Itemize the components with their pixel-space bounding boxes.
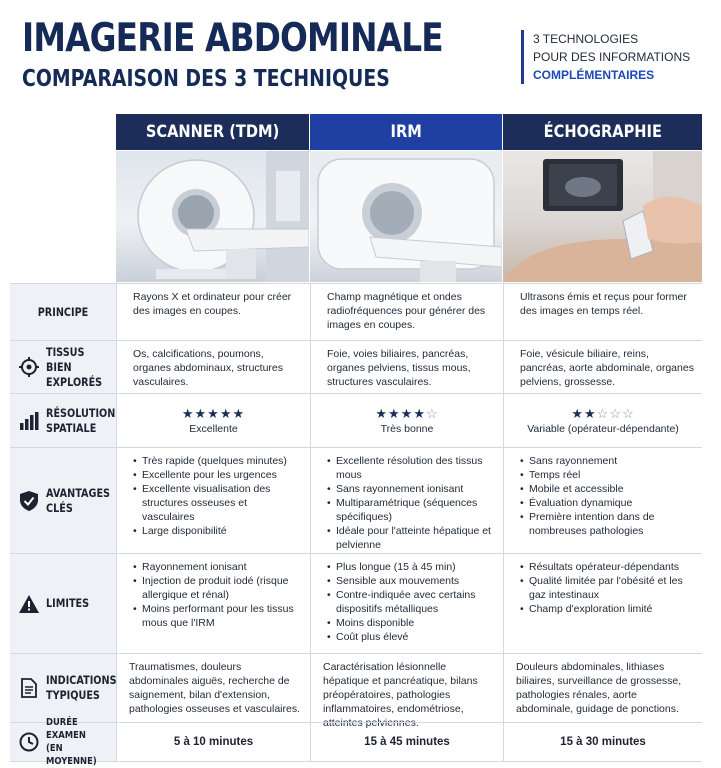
row-label-limites (10, 554, 116, 653)
page-title: IMAGERIE ABDOMINALE (22, 16, 443, 61)
row-label-principe (10, 284, 116, 340)
list-item: • Excellente pour les urgences (133, 468, 302, 482)
list-item: • Champ d'exploration limité (520, 602, 694, 616)
star-filled-icon: ★ (571, 405, 585, 421)
row-label-avantages (10, 448, 116, 553)
list-item: • Évaluation dynamique (520, 496, 694, 510)
star-rating (571, 406, 634, 422)
list-item: • Excellente visualisation des structures osseuses et vasculaires (133, 482, 302, 524)
column-header-label: ÉCHOGRAPHIE (543, 122, 662, 142)
row-label-text: INDICATIONS TYPIQUES (46, 673, 117, 702)
star-rating (182, 406, 245, 422)
limits-list (133, 560, 302, 630)
cell-limites-scanner (116, 554, 310, 653)
list-item: • Première intention dans de nombreuses pathologies (520, 510, 694, 538)
star-filled-icon: ★ (194, 405, 208, 421)
row-label-text: DURÉE EXAMEN (EN MOYENNE) (46, 717, 97, 767)
list-item: • Moins disponible (327, 616, 495, 630)
list-item: • Mobile et accessible (520, 482, 694, 496)
resolution-text: Excellente (189, 422, 238, 435)
row-label-text: AVANTAGES CLÉS (46, 485, 111, 515)
cell-duree-irm (310, 723, 503, 761)
star-filled-icon: ★ (181, 405, 195, 421)
star-filled-icon: ★ (219, 405, 233, 421)
list-item: • Sans rayonnement ionisant (327, 482, 495, 496)
cell-resolution-scanner (116, 394, 310, 447)
row-resolution (10, 393, 702, 447)
row-label-duree (10, 717, 116, 767)
cell-limites-irm (310, 554, 503, 653)
tagline-highlight: COMPLÉMENTAIRES (533, 68, 655, 82)
document-icon (18, 677, 40, 699)
cell-resolution-irm (310, 394, 503, 447)
cell-indications-irm: Caractérisation lésionnelle hépatique et pancréatique, bilans préopératoires, pathologies inflammatoires, endométriose, atteintes pelviennes. (310, 654, 503, 722)
tagline-line-2: POUR DES INFORMATIONS (533, 50, 691, 64)
column-header-echographie (503, 114, 702, 150)
column-header-irm (310, 114, 502, 150)
row-indications (10, 653, 702, 729)
warning-icon (18, 593, 40, 615)
cell-indications-echographie: Douleurs abdominales, lithiases biliaires, surveillance de grossesse, pathologies rénales, aorte abdominale, guidage de ponctions. (503, 654, 702, 722)
limits-list (520, 560, 694, 616)
list-item: • Excellente résolution des tissus mous (327, 454, 495, 482)
row-avantages (10, 447, 702, 553)
list-item: • Rayonnement ionisant (133, 560, 302, 574)
signal-bars-icon (18, 410, 40, 432)
target-icon (18, 356, 40, 378)
column-header-scanner (116, 114, 309, 150)
shield-check-icon (18, 490, 40, 512)
row-limites (10, 553, 702, 653)
cell-limites-echographie (503, 554, 702, 653)
list-item: • Sensible aux mouvements (327, 574, 495, 588)
row-label-text: PRINCIPE (37, 304, 89, 319)
cell-tissus-scanner: Os, calcifications, poumons, organes abdominaux, structures vasculaires. (116, 341, 310, 393)
limits-list (327, 560, 495, 644)
list-item: • Injection de produit iodé (risque allergique et rénal) (133, 574, 302, 602)
list-item: • Multiparamétrique (séquences spécifiques) (327, 496, 495, 524)
column-header-label: IRM (390, 122, 422, 142)
list-item: • Qualité limitée par l'obésité et les gaz intestinaux (520, 574, 694, 602)
cell-duree-echographie (503, 723, 702, 761)
cell-avantages-echographie (503, 448, 702, 553)
star-filled-icon: ★ (207, 405, 220, 421)
row-label-resolution (10, 394, 116, 447)
list-item: • Plus longue (15 à 45 min) (327, 560, 495, 574)
star-empty-icon: ☆ (609, 405, 622, 421)
star-rating (375, 406, 438, 422)
list-item: • Moins performant pour les tissus mous que l'IRM (133, 602, 302, 630)
duration-value: 5 à 10 minutes (173, 736, 254, 748)
mri-scanner-photo (310, 151, 502, 282)
advantages-list (133, 454, 302, 538)
star-filled-icon: ★ (584, 405, 597, 421)
duration-value: 15 à 45 minutes (364, 736, 450, 748)
cell-indications-scanner: Traumatismes, douleurs abdominales aiguës, recherche de saignement, bilan d'extension, pathologies osseuses et vasculaires. (116, 654, 310, 722)
row-duree (10, 717, 702, 767)
page-subtitle: COMPARAISON DES 3 TECHNIQUES (22, 66, 390, 92)
row-principe (10, 283, 702, 340)
row-label-text: LIMITES (46, 596, 90, 610)
cell-duree-scanner (116, 723, 310, 761)
cell-avantages-irm (310, 448, 503, 553)
list-item: • Contre-indiquée avec certains dispositifs métalliques (327, 588, 495, 616)
cell-principe-echographie: Ultrasons émis et reçus pour former des images en temps réel. (503, 284, 702, 340)
star-empty-icon: ☆ (621, 405, 635, 421)
row-label-text: TISSUS BIEN EXPLORÉS (46, 344, 103, 389)
star-filled-icon: ★ (232, 405, 246, 421)
cell-principe-irm: Champ magnétique et ondes radiofréquences pour générer des images en coupes. (310, 284, 503, 340)
duration-value: 15 à 30 minutes (560, 736, 646, 748)
list-item: • Sans rayonnement (520, 454, 694, 468)
star-empty-icon: ☆ (596, 405, 610, 421)
list-item: • Temps réel (520, 468, 694, 482)
cell-resolution-echographie (503, 394, 702, 447)
list-item: • Très rapide (quelques minutes) (133, 454, 302, 468)
tagline-line-1: 3 TECHNOLOGIES (533, 32, 639, 46)
star-filled-icon: ★ (400, 405, 414, 421)
column-header-label: SCANNER (TDM) (145, 122, 280, 142)
row-tissus (10, 340, 702, 393)
ct-scanner-photo (116, 151, 309, 282)
list-item: • Idéale pour l'atteinte hépatique et pelvienne (327, 524, 495, 552)
advantages-list (327, 454, 495, 552)
star-filled-icon: ★ (375, 405, 389, 421)
ultrasound-photo (503, 151, 702, 282)
resolution-text: Très bonne (380, 422, 434, 435)
row-label-indications (10, 654, 116, 722)
clock-icon (18, 731, 40, 753)
cell-tissus-irm: Foie, voies biliaires, pancréas, organes pelviens, tissus mous, structures vasculaires. (310, 341, 503, 393)
star-filled-icon: ★ (388, 405, 401, 421)
row-label-text: RÉSOLUTION SPATIALE (46, 405, 116, 435)
resolution-text: Variable (opérateur-dépendante) (527, 422, 679, 435)
list-item: • Coût plus élevé (327, 630, 495, 644)
star-empty-icon: ☆ (425, 405, 439, 421)
list-item: • Résultats opérateur-dépendants (520, 560, 694, 574)
tagline (521, 30, 690, 84)
cell-principe-scanner: Rayons X et ordinateur pour créer des images en coupes. (116, 284, 310, 340)
row-label-tissus (10, 341, 116, 393)
advantages-list (520, 454, 694, 538)
star-filled-icon: ★ (413, 405, 426, 421)
cell-avantages-scanner (116, 448, 310, 553)
cell-tissus-echographie: Foie, vésicule biliaire, reins, pancréas, aorte abdominale, organes pelviens, grossesse. (503, 341, 702, 393)
list-item: • Large disponibilité (133, 524, 302, 538)
